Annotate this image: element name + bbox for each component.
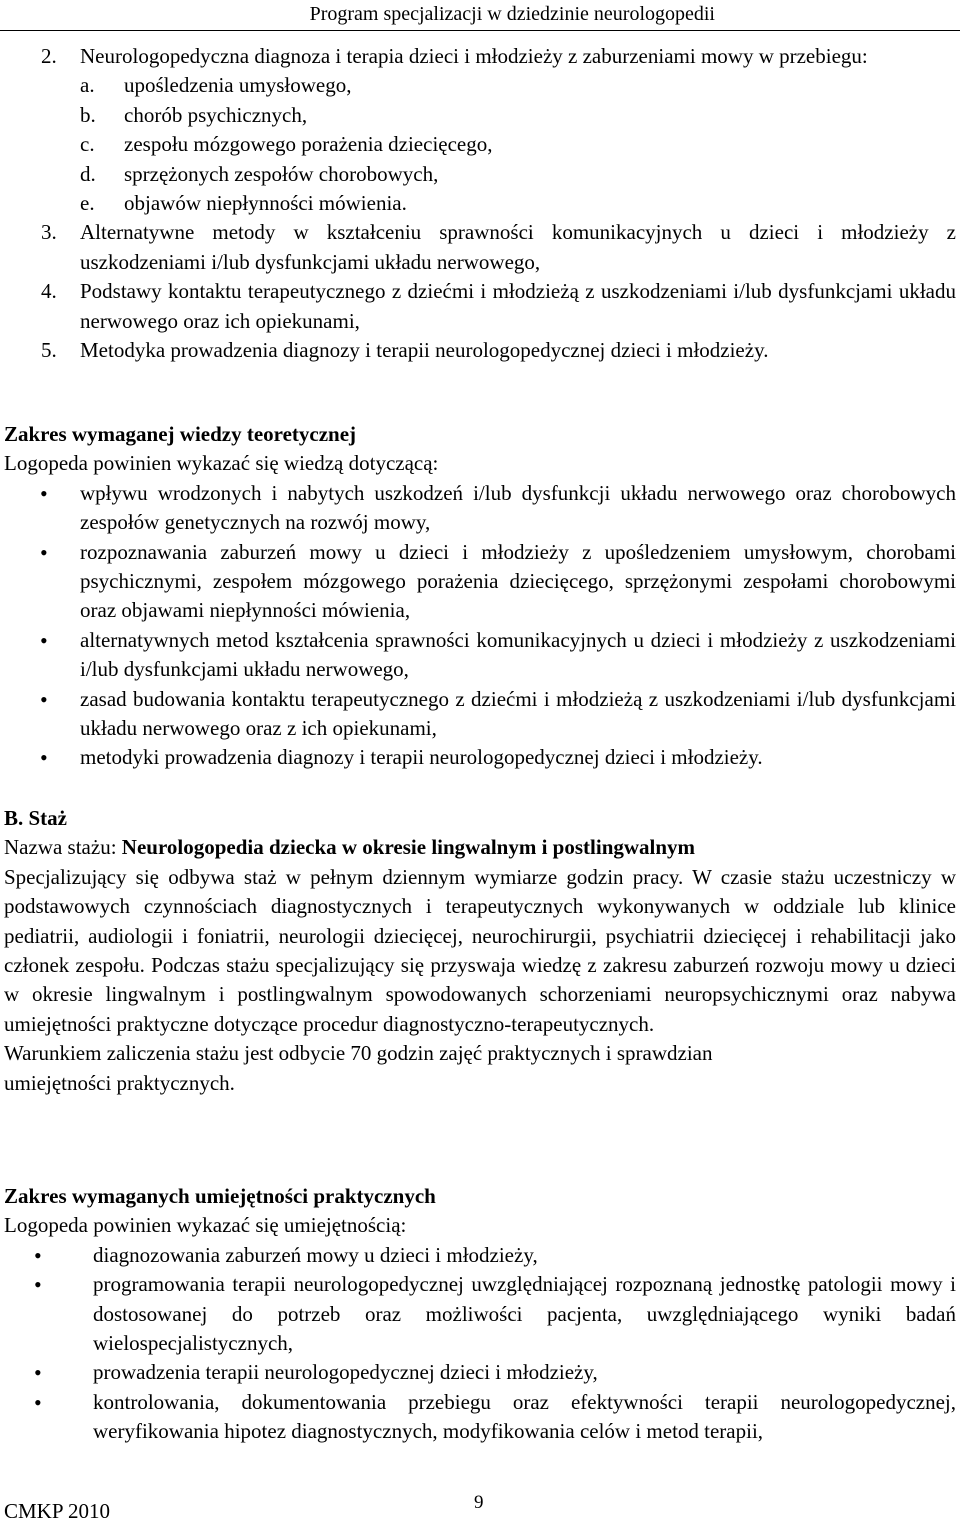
footer-publisher: CMKP 2010 — [4, 1499, 110, 1523]
list-item — [4, 1358, 956, 1387]
completion-line-2: umiejętności praktycznych. — [4, 1070, 235, 1095]
sub-list-letter: e. — [80, 191, 95, 216]
program-list-item — [0, 42, 956, 218]
list-item — [4, 1388, 956, 1447]
list-number: 5. — [41, 338, 57, 363]
section-intro: Logopeda powinien wykazać się wiedzą dotyczącą: — [4, 451, 439, 476]
list-item-text: metodyki prowadzenia diagnozy i terapii neurologopedycznej dzieci i młodzieży. — [80, 745, 763, 770]
section-title: Zakres wymaganej wiedzy teoretycznej — [4, 422, 357, 446]
knowledge-list — [4, 479, 956, 773]
bullet-icon: • — [34, 1389, 42, 1415]
list-item — [4, 479, 956, 538]
list-item-text: kontrolowania, dokumentowania przebiegu oraz efektywności terapii neurologopedycznej, weryfikowania hipotez diagnostycznych, modyfikowania celów i metod terapii, — [93, 1389, 956, 1444]
program-list-item — [0, 336, 956, 365]
program-list-item — [0, 277, 956, 336]
bullet-icon: • — [34, 1360, 42, 1386]
sub-list-text: chorób psychicznych, — [124, 102, 308, 127]
list-item-text: rozpoznawania zaburzeń mowy u dzieci i młodzieży z upośledzeniem umysłowym, chorobami psychicznymi, zespołem mózgowego porażenia dziecięcego, sprzężonymi zespołami chorobowymi oraz objawami niepłynności mówienia, — [80, 539, 956, 623]
program-list — [0, 42, 956, 365]
list-item-text: zasad budowania kontaktu terapeutycznego z dziećmi i młodzieżą z uszkodzeniami i/lub dysfunkcjami układu nerwowego oraz z ich opiekunami, — [80, 686, 956, 741]
list-item-text: programowania terapii neurologopedycznej uwzględniającej rozpoznaną jednostkę patologii mowy i dostosowanej do potrzeb oraz możliwości pacjenta, uwzględniającego wyniki badań wielospecjalistycznych, — [93, 1272, 956, 1356]
sub-list-text: upośledzenia umysłowego, — [124, 73, 352, 98]
completion-line-1: Warunkiem zaliczenia stażu jest odbycie 70 godzin zajęć praktycznych i sprawdzian — [4, 1041, 713, 1066]
sub-list-item — [0, 71, 956, 100]
skills-list — [4, 1241, 956, 1447]
header-rule — [0, 30, 960, 31]
sub-list — [80, 71, 956, 218]
list-number: 4. — [41, 279, 57, 304]
skills-section — [4, 1182, 956, 1447]
internship-name-value: Neurologopedia dziecka w okresie lingwalnym i postlingwalnym — [121, 835, 696, 860]
list-item — [4, 538, 956, 626]
internship-section — [4, 804, 956, 1098]
list-item-text: diagnozowania zaburzeń mowy u dzieci i młodzieży, — [93, 1242, 538, 1267]
list-item-text: Metodyka prowadzenia diagnozy i terapii neurologopedycznej dzieci i młodzieży. — [80, 338, 769, 363]
bullet-icon: • — [40, 539, 48, 565]
section-intro: Logopeda powinien wykazać się umiejętnością: — [4, 1213, 407, 1238]
sub-list-letter: c. — [80, 132, 95, 157]
sub-list-item — [0, 101, 956, 130]
program-list-item — [0, 218, 956, 277]
list-item — [4, 626, 956, 685]
internship-name-label: Nazwa stażu: — [4, 835, 117, 860]
sub-list-text: objawów niepłynności mówienia. — [124, 191, 407, 216]
section-title: Zakres wymaganych umiejętności praktycznych — [4, 1184, 436, 1208]
list-item-text: prowadzenia terapii neurologopedycznej dzieci i młodzieży, — [93, 1360, 598, 1385]
list-item-text: alternatywnych metod kształcenia sprawności komunikacyjnych u dzieci i młodzieży z uszkodzeniami i/lub dysfunkcjami układu nerwowego, — [80, 627, 956, 682]
sub-list-letter: d. — [80, 161, 96, 186]
sub-list-item — [0, 189, 956, 218]
list-item-text: Neurologopedyczna diagnoza i terapia dzieci i młodzieży z zaburzeniami mowy w przebiegu: — [80, 44, 868, 68]
list-item — [4, 685, 956, 744]
sub-list-letter: b. — [80, 102, 96, 127]
running-header: Program specjalizacji w dziedzinie neurologopedii — [309, 3, 715, 25]
sub-list-text: zespołu mózgowego porażenia dziecięcego, — [124, 132, 493, 157]
sub-list-item — [0, 130, 956, 159]
list-item — [4, 1270, 956, 1358]
list-number: 2. — [41, 44, 57, 68]
list-item-text: wpływu wrodzonych i nabytych uszkodzeń i/lub dysfunkcji układu nerwowego oraz chorobowych zespołów genetycznych na rozwój mowy, — [80, 480, 956, 535]
page-number: 9 — [474, 1492, 484, 1513]
list-item-text: Podstawy kontaktu terapeutycznego z dziećmi i młodzieżą z uszkodzeniami i/lub dysfunkcjami układu nerwowego oraz ich opiekunami, — [80, 279, 956, 333]
knowledge-section — [4, 420, 956, 773]
bullet-icon: • — [34, 1242, 42, 1268]
sub-list-item — [0, 160, 956, 189]
bullet-icon: • — [40, 686, 48, 712]
list-item-text: Alternatywne metody w kształceniu sprawności komunikacyjnych u dzieci i młodzieży z uszkodzeniami i/lub dysfunkcjami układu nerwowego, — [80, 220, 956, 274]
list-number: 3. — [41, 220, 57, 245]
bullet-icon: • — [40, 745, 48, 771]
list-item — [4, 1241, 956, 1270]
sub-list-text: sprzężonych zespołów chorobowych, — [124, 161, 439, 186]
section-heading: B. Staż — [4, 806, 67, 830]
bullet-icon: • — [40, 480, 48, 506]
sub-list-letter: a. — [80, 73, 95, 98]
bullet-icon: • — [34, 1272, 42, 1298]
internship-name — [4, 833, 956, 862]
bullet-icon: • — [40, 627, 48, 653]
internship-description: Specjalizujący się odbywa staż w pełnym dziennym wymiarze godzin pracy. W czasie stażu uczestniczy w podstawowych czynnościach diagnostycznych i terapeutycznych wykonywanych w oddziale lub klinice pediatrii, audiologii i foniatrii, neurologii dziecięcej, neurochirurgii, psychiatrii dziecięcej i rehabilitacji jako członek zespołu. Podczas stażu specjalizujący się przyswaja wiedzę z zakresu zaburzeń rozwoju mowy u dzieci w okresie lingwalnym i postlingwalnym spowodowanych schorzeniami neuropsychicznymi oraz nabywa umiejętności praktyczne dotyczące procedur diagnostyczno-terapeutycznych. — [4, 864, 956, 1036]
list-item — [4, 743, 956, 772]
